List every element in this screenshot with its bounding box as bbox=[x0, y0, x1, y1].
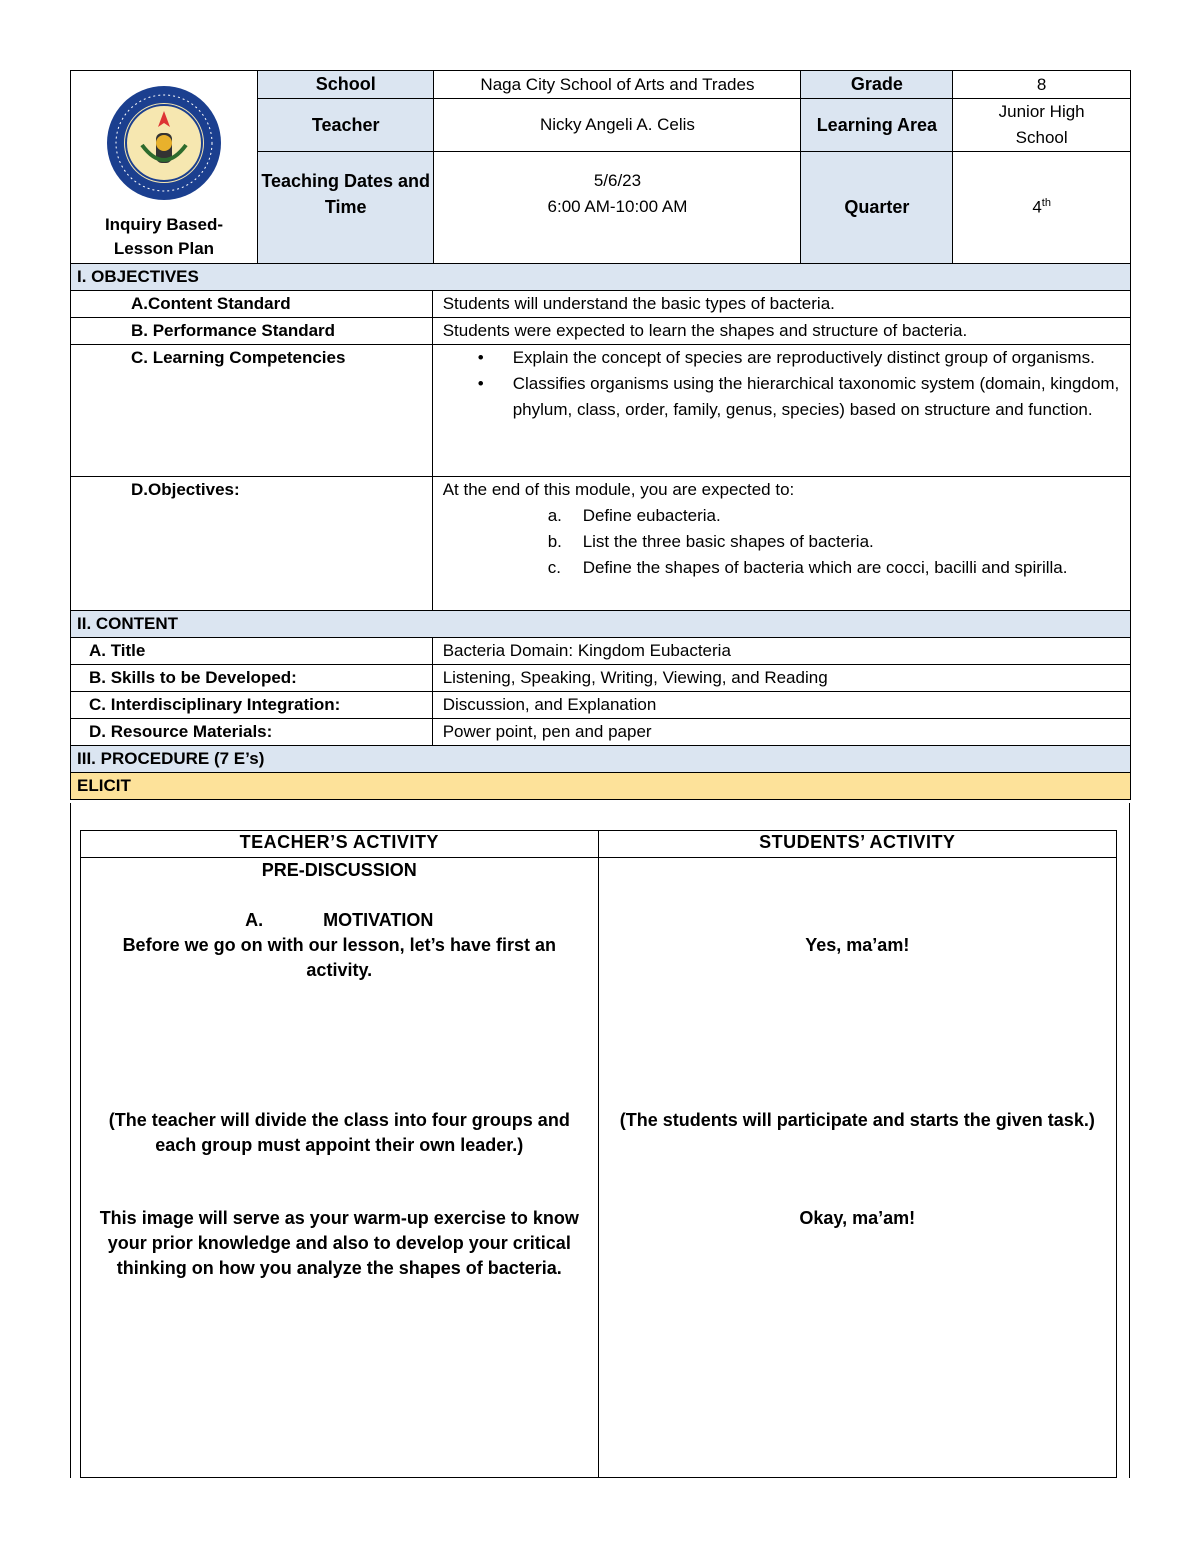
quarter-suffix: th bbox=[1041, 197, 1051, 210]
teaching-dates-label: Teaching Dates and Time bbox=[257, 152, 433, 264]
pre-discussion-heading: PRE-DISCUSSION bbox=[261, 860, 417, 880]
list-text: Define the shapes of bacteria which are cocci, bacilli and spirilla. bbox=[582, 557, 1068, 577]
school-label: School bbox=[257, 71, 433, 99]
teacher-line-2: (The teacher will divide the class into four groups and each group must appoint their own leader.) bbox=[108, 1110, 570, 1155]
logo-cell bbox=[71, 71, 258, 264]
content-standard-label: A.Content Standard bbox=[71, 290, 433, 317]
objectives-intro: At the end of this module, you are expected to: bbox=[442, 479, 795, 499]
objectives-value bbox=[432, 476, 1130, 610]
teacher-label: Teacher bbox=[257, 99, 433, 152]
list-item: • Classifies organisms using the hierarchical taxonomic system (domain, kingdom, phylum, class, order, family, genus, species) based on structure and function. bbox=[513, 371, 1130, 423]
content-heading: II. CONTENT bbox=[71, 610, 1131, 637]
time-value: 6:00 AM-10:00 AM bbox=[547, 197, 688, 216]
objectives-content-table bbox=[70, 263, 1131, 800]
resources-label: D. Resource Materials: bbox=[71, 718, 433, 745]
teacher-activity-cell bbox=[81, 858, 599, 1478]
list-item: • Explain the concept of species are reproductively distinct group of organisms. bbox=[513, 345, 1130, 371]
learning-competencies-label: C. Learning Competencies bbox=[71, 344, 433, 476]
list-text: List the three basic shapes of bacteria. bbox=[582, 531, 874, 551]
activity-table bbox=[80, 830, 1117, 1478]
content-title-label: A. Title bbox=[71, 637, 433, 664]
table-row bbox=[71, 691, 1131, 718]
list-marker: a. bbox=[547, 505, 562, 525]
grade-value: 8 bbox=[953, 71, 1131, 99]
list-marker: c. bbox=[547, 557, 561, 577]
table-row bbox=[71, 718, 1131, 745]
date-value: 5/6/23 bbox=[593, 171, 642, 190]
integration-value: Discussion, and Explanation bbox=[432, 691, 1130, 718]
header-table bbox=[70, 70, 1131, 264]
motivation-label: MOTIVATION bbox=[323, 910, 434, 930]
learning-area-label: Learning Area bbox=[801, 99, 953, 152]
list-text: Define eubacteria. bbox=[582, 505, 721, 525]
motivation-marker: A. bbox=[245, 910, 264, 930]
teaching-dates-value bbox=[434, 152, 801, 264]
competencies-list bbox=[433, 345, 1130, 423]
learning-area-value: Junior High School bbox=[953, 99, 1131, 152]
school-value: Naga City School of Arts and Trades bbox=[434, 71, 801, 99]
performance-standard-label: B. Performance Standard bbox=[71, 317, 433, 344]
content-standard-value: Students will understand the basic types of bacteria. bbox=[432, 290, 1130, 317]
quarter-value bbox=[953, 152, 1131, 264]
objectives-heading: I. OBJECTIVES bbox=[71, 263, 1131, 290]
document-title: Inquiry Based- Lesson Plan bbox=[104, 215, 224, 258]
list-item bbox=[547, 555, 1130, 581]
teacher-value: Nicky Angeli A. Celis bbox=[434, 99, 801, 152]
content-title-value: Bacteria Domain: Kingdom Eubacteria bbox=[432, 637, 1130, 664]
resources-value: Power point, pen and paper bbox=[432, 718, 1130, 745]
procedure-heading: III. PROCEDURE (7 E’s) bbox=[71, 745, 1131, 772]
quarter-number: 4 bbox=[1032, 197, 1042, 217]
objectives-list bbox=[443, 503, 1130, 581]
integration-label: C. Interdisciplinary Integration: bbox=[71, 691, 433, 718]
learning-competencies-value bbox=[432, 344, 1130, 476]
skills-label: B. Skills to be Developed: bbox=[71, 664, 433, 691]
student-line-3: Okay, ma’am! bbox=[799, 1208, 916, 1228]
student-line-2: (The students will participate and starts the given task.) bbox=[619, 1110, 1095, 1130]
deped-seal-icon bbox=[104, 83, 224, 203]
lesson-plan-page bbox=[70, 70, 1131, 1278]
table-row bbox=[71, 664, 1131, 691]
teacher-activity-header: TEACHER’S ACTIVITY bbox=[81, 831, 599, 858]
objectives-label: D.Objectives: bbox=[71, 476, 433, 610]
elicit-heading: ELICIT bbox=[71, 772, 1131, 799]
skills-value: Listening, Speaking, Writing, Viewing, and Reading bbox=[432, 664, 1130, 691]
list-marker: b. bbox=[547, 531, 562, 551]
list-item bbox=[547, 503, 1130, 529]
teacher-line-3: This image will serve as your warm-up exercise to know your prior knowledge and also to develop your critical thinking on how you analyze the shapes of bacteria. bbox=[99, 1208, 579, 1278]
table-row bbox=[71, 637, 1131, 664]
grade-label: Grade bbox=[801, 71, 953, 99]
students-activity-cell bbox=[598, 858, 1116, 1478]
quarter-label: Quarter bbox=[801, 152, 953, 264]
students-activity-header: STUDENTS’ ACTIVITY bbox=[598, 831, 1116, 858]
teacher-line-1: Before we go on with our lesson, let’s have first an activity. bbox=[122, 935, 556, 980]
list-item bbox=[547, 529, 1130, 555]
activity-section bbox=[80, 830, 1128, 1478]
performance-standard-value: Students were expected to learn the shapes and structure of bacteria. bbox=[432, 317, 1130, 344]
motivation-heading bbox=[93, 908, 586, 933]
student-line-1: Yes, ma’am! bbox=[805, 935, 910, 955]
